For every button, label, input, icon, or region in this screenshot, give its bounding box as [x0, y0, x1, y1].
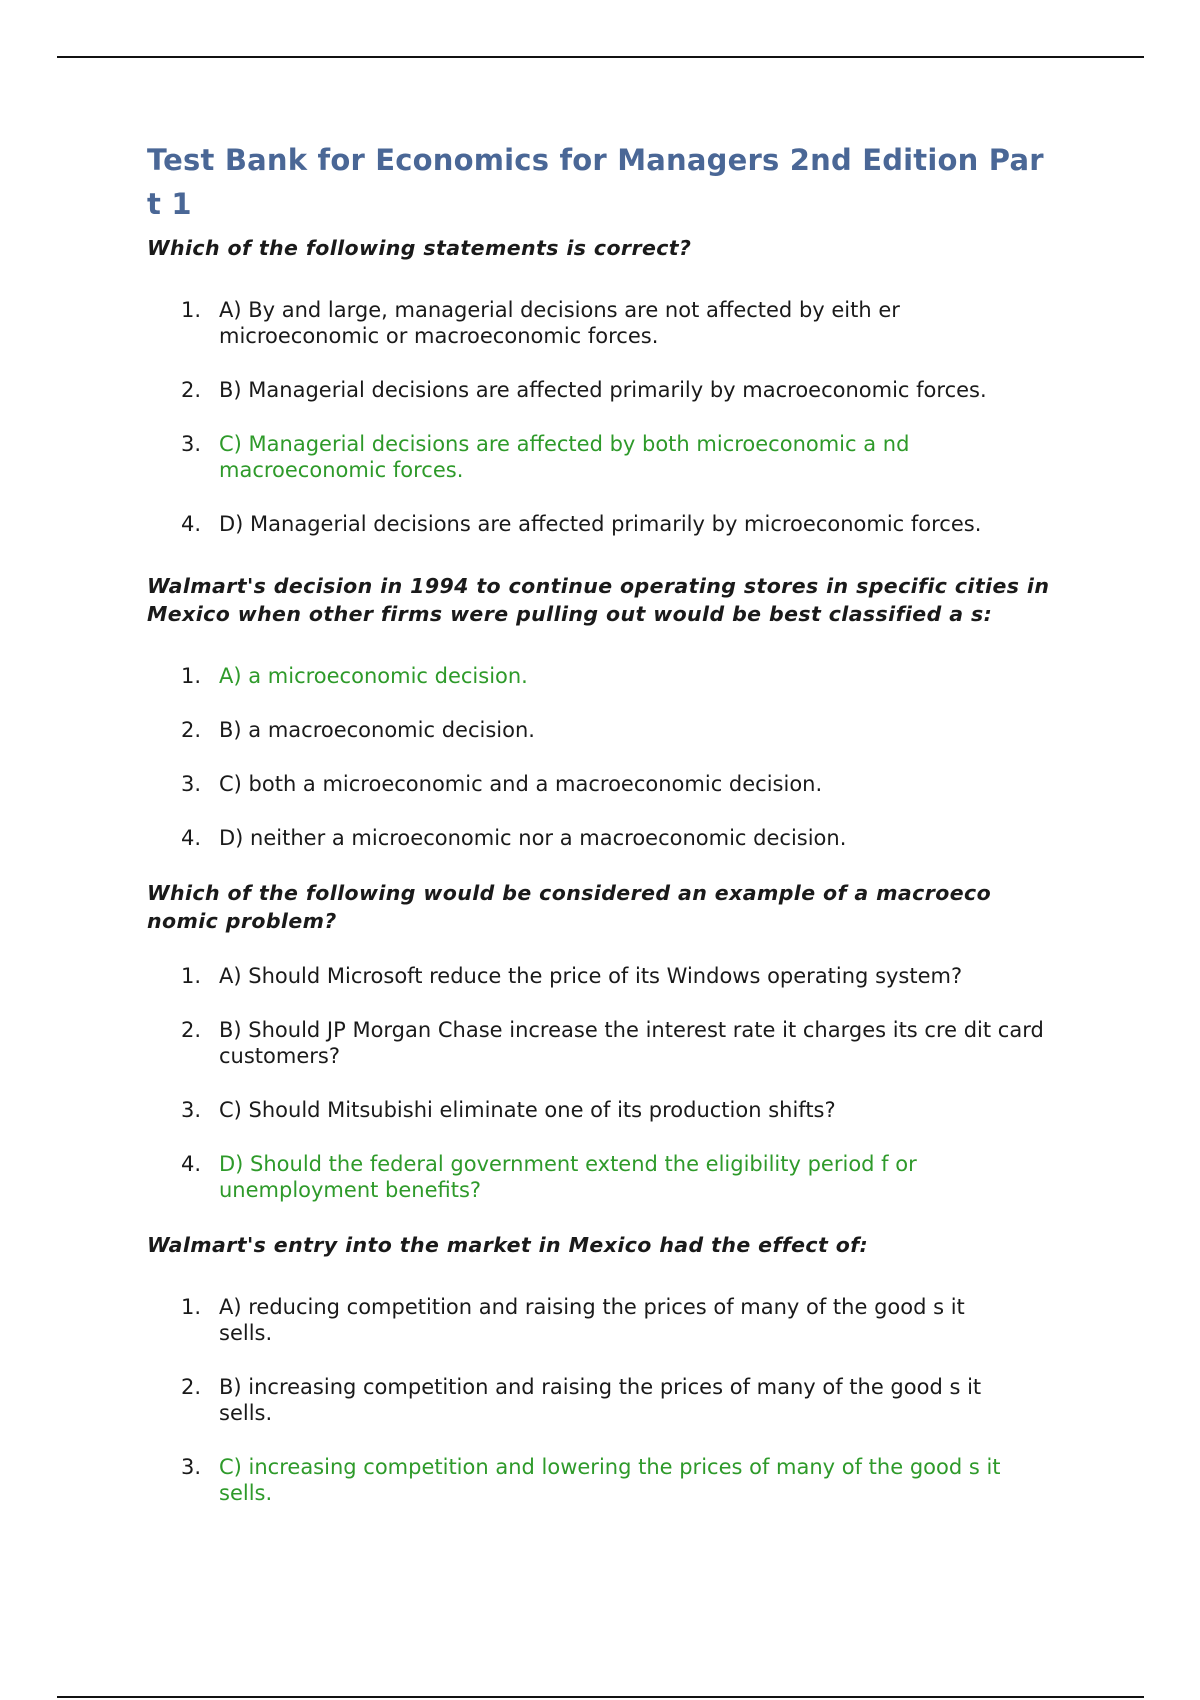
- question-text: Which of the following would be considered an example of a macroeco nomic problem?: [147, 881, 992, 933]
- answer-options: [147, 663, 1067, 851]
- question-block: [147, 1231, 1067, 1506]
- option-text: B) a macroeconomic decision.: [219, 718, 535, 742]
- question-text: Walmart's entry into the market in Mexico had the effect of:: [147, 1233, 869, 1257]
- option-number: 4.: [181, 826, 202, 850]
- option-text: A) Should Microsoft reduce the price of its Windows operating system?: [219, 964, 963, 988]
- answer-options: [147, 1294, 1067, 1506]
- option-text: B) increasing competition and raising the prices of many of the good s it sells.: [219, 1375, 982, 1425]
- answer-option-correct: [147, 431, 919, 483]
- document-title: Test Bank for Economics for Managers 2nd Edition Par t 1: [147, 143, 1044, 221]
- option-number: 1.: [181, 298, 202, 322]
- answer-option: [147, 963, 1067, 989]
- option-number: 3.: [181, 432, 202, 456]
- option-number: 3.: [181, 1455, 202, 1479]
- answer-option: [147, 1294, 979, 1346]
- option-text: D) Should the federal government extend the eligibility period f or unemployment benefits?: [219, 1152, 917, 1202]
- option-number: 2.: [181, 1018, 202, 1042]
- option-text: C) both a microeconomic and a macroeconomic decision.: [219, 772, 823, 796]
- option-number: 2.: [181, 1375, 202, 1399]
- option-text: D) Managerial decisions are affected primarily by microeconomic forces.: [219, 512, 982, 536]
- header-rule: [57, 56, 1144, 58]
- answer-option-correct: [147, 1454, 1019, 1506]
- option-text: C) Managerial decisions are affected by both microeconomic a nd macroeconomic forces.: [219, 432, 910, 482]
- option-number: 1.: [181, 964, 202, 988]
- option-text: C) Should Mitsubishi eliminate one of its production shifts?: [219, 1098, 836, 1122]
- document-body: [147, 138, 1067, 1506]
- option-number: 2.: [181, 718, 202, 742]
- question-text: Walmart's decision in 1994 to continue operating stores in specific cities in Mexico when other firms were pulling out would be best classified a s:: [147, 574, 1050, 626]
- answer-option-correct: [147, 663, 1067, 689]
- option-number: 4.: [181, 512, 202, 536]
- question-block: [147, 572, 1067, 851]
- answer-options: [147, 963, 1067, 1203]
- option-number: 3.: [181, 772, 202, 796]
- answer-option-correct: [147, 1151, 939, 1203]
- answer-option: [147, 825, 1067, 851]
- answer-options: [147, 297, 1067, 537]
- option-text: B) Managerial decisions are affected primarily by macroeconomic forces.: [219, 378, 987, 402]
- option-number: 3.: [181, 1098, 202, 1122]
- answer-option: [147, 377, 1067, 403]
- footer-rule: [57, 1696, 1144, 1698]
- answer-option: [147, 511, 1067, 537]
- option-text: C) increasing competition and lowering the prices of many of the good s it sells.: [219, 1455, 1001, 1505]
- answer-option: [147, 1374, 999, 1426]
- option-text: A) a microeconomic decision.: [219, 664, 528, 688]
- option-text: D) neither a microeconomic nor a macroeconomic decision.: [219, 826, 847, 850]
- question-text: Which of the following statements is correct?: [147, 236, 692, 260]
- question-block: [147, 879, 1067, 1203]
- option-number: 1.: [181, 664, 202, 688]
- option-text: A) reducing competition and raising the prices of many of the good s it sells.: [219, 1295, 965, 1345]
- question-block: [147, 234, 1067, 537]
- answer-option: [147, 1097, 1067, 1123]
- option-number: 2.: [181, 378, 202, 402]
- option-number: 1.: [181, 1295, 202, 1319]
- answer-option: [147, 771, 1067, 797]
- answer-option: [147, 717, 1067, 743]
- option-text: B) Should JP Morgan Chase increase the interest rate it charges its cre dit card customers?: [219, 1018, 1044, 1068]
- option-text: A) By and large, managerial decisions are not affected by eith er microeconomic or macroeconomic forces.: [219, 298, 900, 348]
- option-number: 4.: [181, 1152, 202, 1176]
- answer-option: [147, 1017, 1067, 1069]
- answer-option: [147, 297, 919, 349]
